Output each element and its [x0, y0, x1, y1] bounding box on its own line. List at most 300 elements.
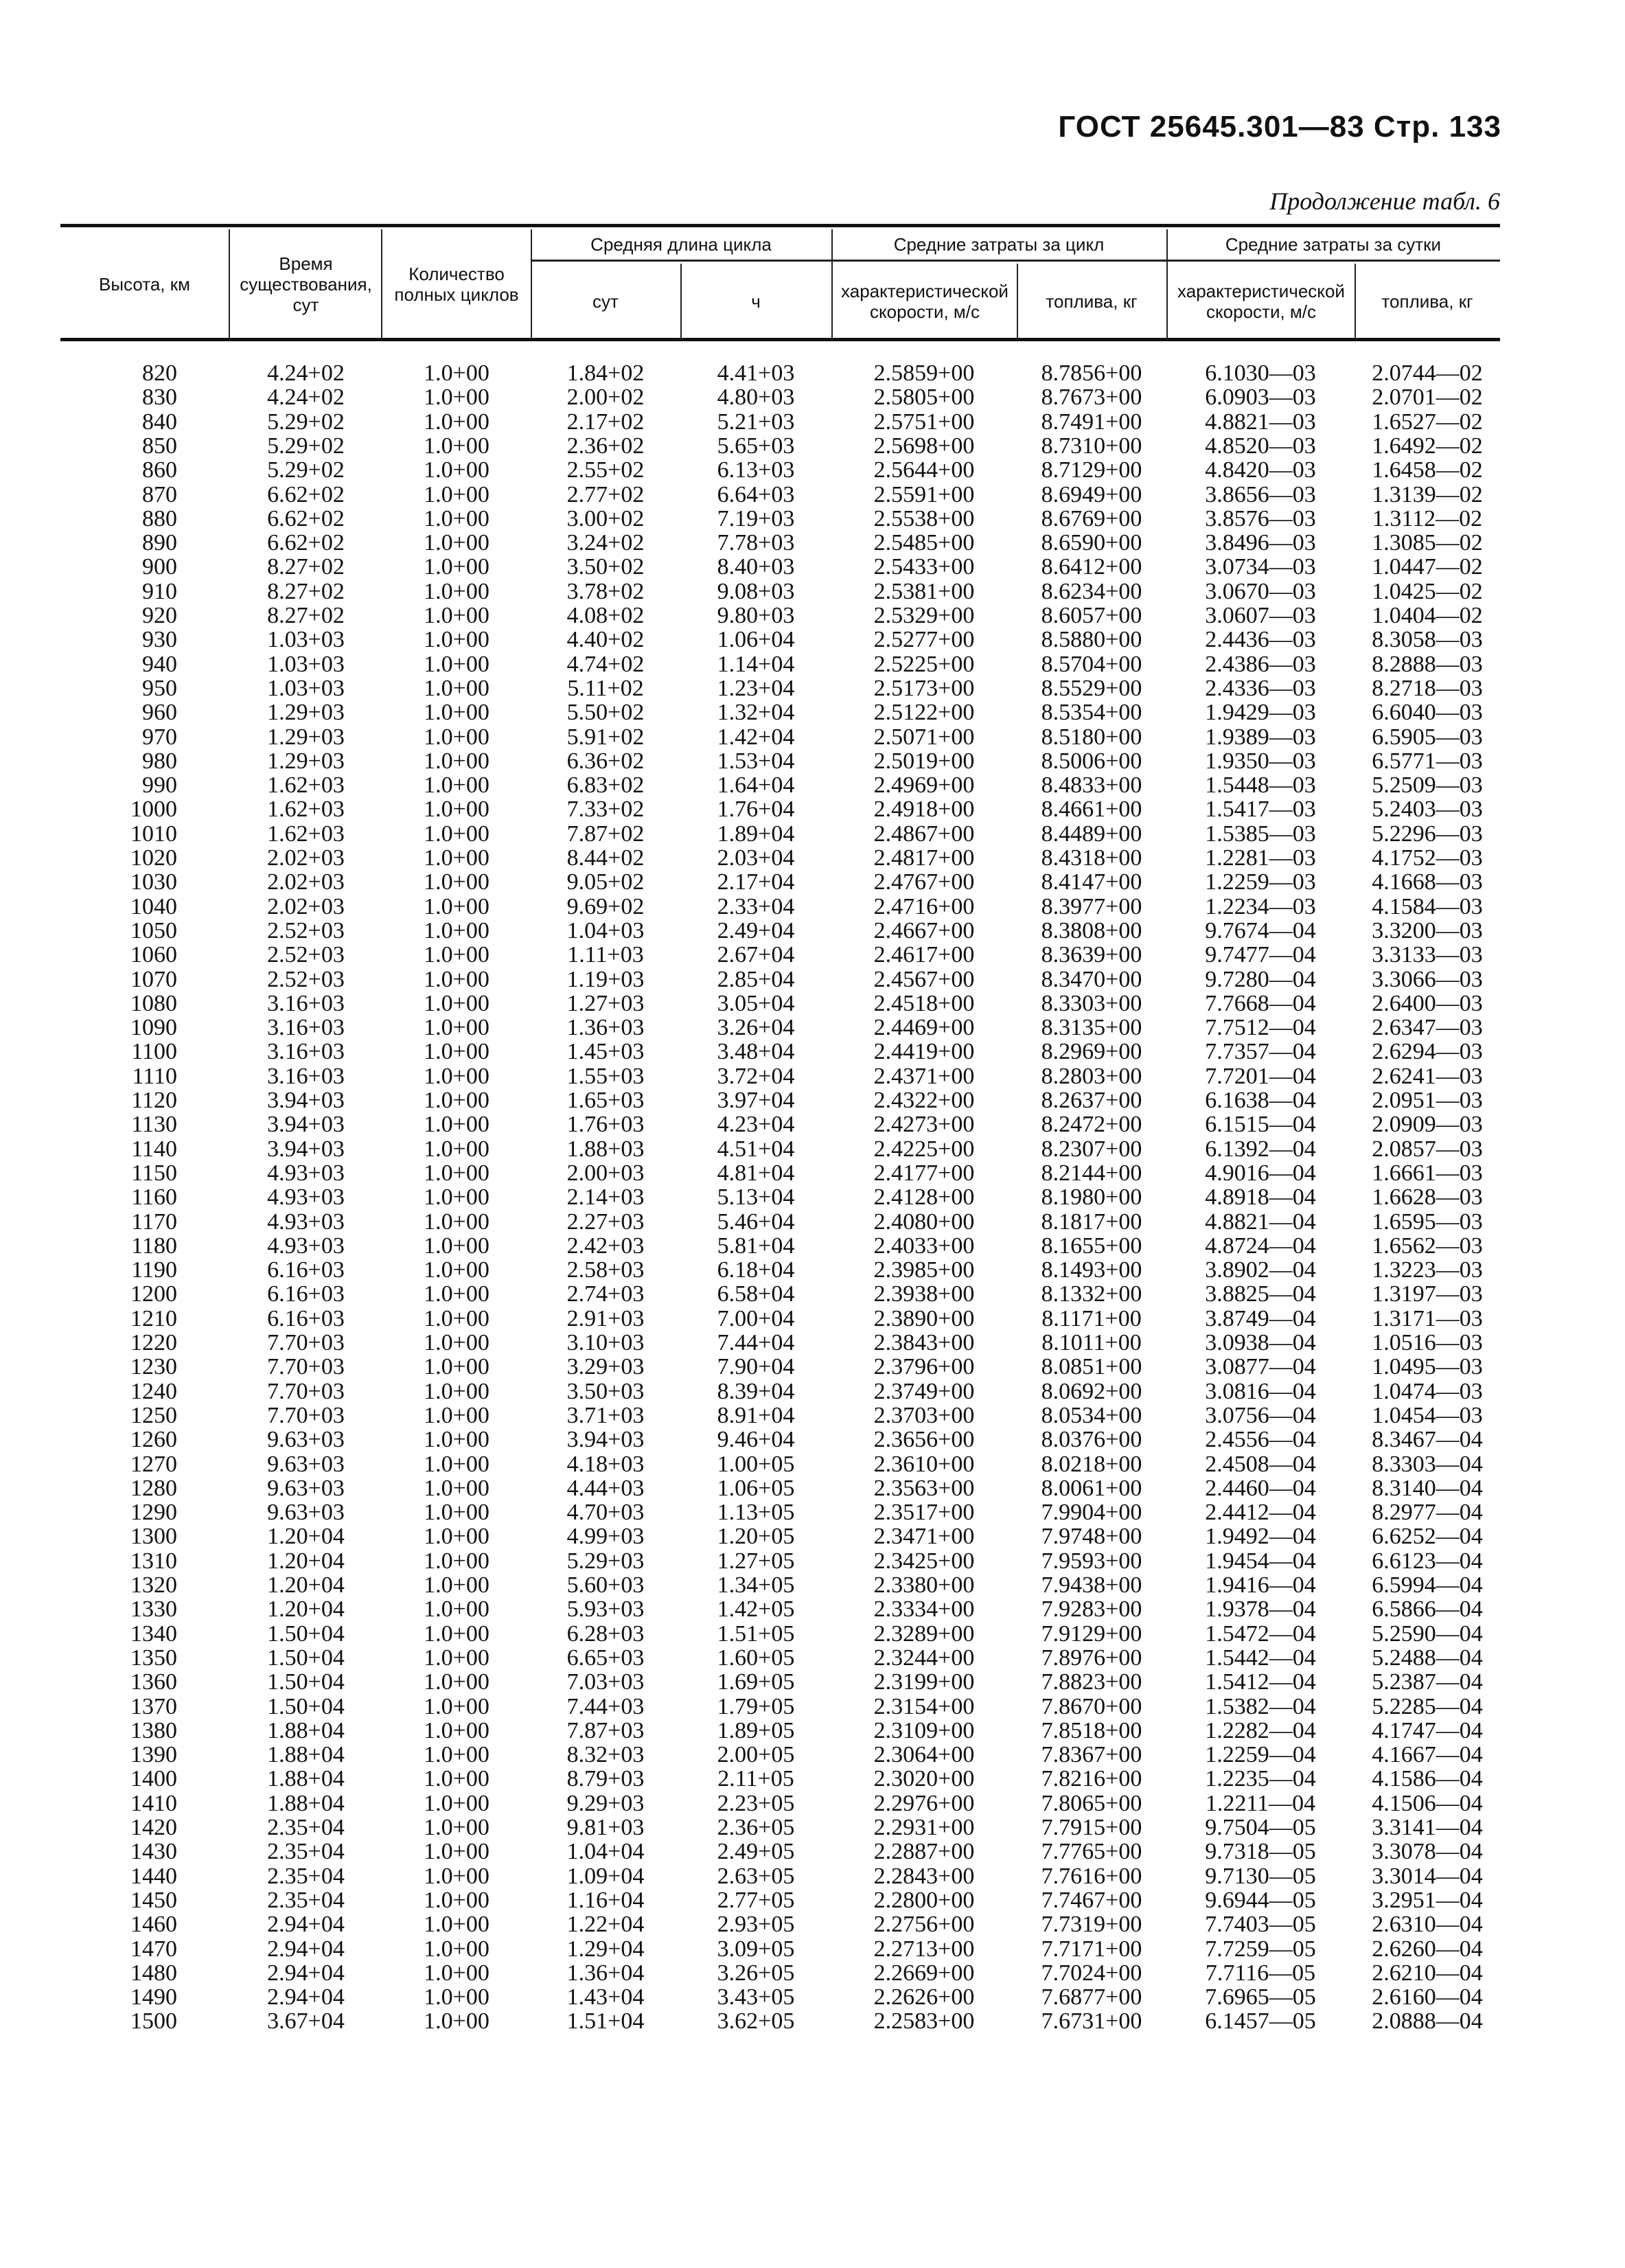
- cell-fuel-day: 8.3140—04: [1372, 1475, 1483, 1501]
- cell-fuel: 7.7765+00: [1041, 1839, 1142, 1865]
- cell-hours: 1.76+04: [717, 797, 795, 823]
- cell-char-velocity: 2.3020+00: [873, 1766, 975, 1792]
- cell-fuel: 8.2144+00: [1041, 1160, 1142, 1186]
- cell-char-velocity-day: 3.8749—04: [1205, 1305, 1316, 1331]
- cell-fuel-day: 1.0474—03: [1372, 1378, 1483, 1404]
- cell-fuel-day: 1.3223—03: [1372, 1257, 1483, 1283]
- cell-hours: 2.23+05: [717, 1790, 795, 1816]
- table-row: [60, 1016, 1500, 1040]
- cell-fuel: 7.7616+00: [1041, 1863, 1142, 1889]
- cell-height: 1370: [130, 1693, 177, 1719]
- cell-fuel-day: 2.0701—02: [1372, 385, 1483, 411]
- cell-char-velocity-day: 9.7280—04: [1205, 966, 1316, 992]
- table-row: [60, 1331, 1500, 1355]
- cell-fuel: 8.3135+00: [1041, 1015, 1142, 1041]
- table-row: [60, 1695, 1500, 1719]
- table-row: [60, 1937, 1500, 1961]
- cell-height: 920: [142, 603, 177, 628]
- cell-char-velocity-day: 1.5385—03: [1205, 821, 1316, 847]
- table-row: [60, 604, 1500, 628]
- cell-char-velocity: 2.4867+00: [873, 821, 975, 847]
- cell-char-velocity-day: 2.4436—03: [1205, 627, 1316, 653]
- header-height: Высота, км: [99, 274, 190, 295]
- cell-cycles: 1.0+00: [424, 1887, 489, 1913]
- cell-hours: 4.41+03: [717, 360, 795, 386]
- header-divider: [381, 229, 382, 339]
- cell-hours: 9.08+03: [717, 578, 795, 604]
- cell-lifetime: 2.02+03: [267, 869, 345, 895]
- cell-cycles: 1.0+00: [424, 1184, 489, 1211]
- cell-days: 6.65+03: [566, 1645, 645, 1671]
- header-bottom-rule: [60, 338, 1500, 341]
- cell-fuel: 8.3470+00: [1041, 966, 1142, 992]
- cell-hours: 4.23+04: [717, 1112, 795, 1138]
- cell-char-velocity-day: 7.6965—05: [1205, 1984, 1316, 2011]
- cell-fuel: 8.7491+00: [1041, 409, 1142, 435]
- cell-fuel: 8.7856+00: [1041, 360, 1142, 386]
- cell-hours: 5.65+03: [717, 433, 795, 459]
- cell-height: 1490: [130, 1984, 177, 2011]
- cell-char-velocity-day: 1.2234—03: [1205, 893, 1316, 919]
- cell-lifetime: 2.35+04: [267, 1863, 345, 1889]
- cell-char-velocity: 2.2669+00: [873, 1960, 975, 1986]
- cell-hours: 1.00+05: [717, 1451, 795, 1477]
- cell-fuel: 8.4661+00: [1041, 797, 1142, 823]
- cell-char-velocity-day: 7.7201—04: [1205, 1063, 1316, 1089]
- cell-cycles: 1.0+00: [424, 409, 489, 435]
- cell-fuel-day: 3.2951—04: [1372, 1887, 1483, 1913]
- cell-char-velocity-day: 7.7357—04: [1205, 1039, 1316, 1065]
- cell-height: 1450: [130, 1887, 177, 1913]
- cell-char-velocity: 2.2800+00: [873, 1887, 975, 1913]
- cell-cycles: 1.0+00: [424, 1160, 489, 1186]
- table-row: [60, 1258, 1500, 1282]
- cell-char-velocity-day: 6.1457—05: [1205, 2008, 1316, 2035]
- header-char-velocity-day: характеристической скорости, м/с: [1177, 281, 1345, 322]
- cell-fuel: 7.8367+00: [1041, 1742, 1142, 1768]
- cell-fuel-day: 2.0888—04: [1372, 2008, 1483, 2035]
- cell-fuel: 7.6877+00: [1041, 1984, 1142, 2011]
- cell-height: 930: [142, 627, 177, 653]
- cell-height: 830: [142, 385, 177, 411]
- cell-fuel: 8.6412+00: [1041, 554, 1142, 580]
- cell-cycles: 1.0+00: [424, 990, 489, 1016]
- table-row: [60, 919, 1500, 943]
- cell-height: 1300: [130, 1524, 177, 1550]
- cell-hours: 2.49+05: [717, 1839, 795, 1865]
- cell-cycles: 1.0+00: [424, 1766, 489, 1792]
- cell-fuel-day: 5.2403—03: [1372, 797, 1483, 823]
- cell-char-velocity: 2.5019+00: [873, 748, 975, 774]
- cell-cycles: 1.0+00: [424, 1596, 489, 1623]
- cell-fuel: 7.7467+00: [1041, 1887, 1142, 1913]
- table-row: [60, 967, 1500, 992]
- cell-fuel-day: 2.0744—02: [1372, 360, 1483, 386]
- table-row: [60, 1137, 1500, 1161]
- cell-fuel: 8.7310+00: [1041, 433, 1142, 459]
- cell-lifetime: 6.16+03: [267, 1257, 345, 1283]
- cell-char-velocity: 2.3064+00: [873, 1742, 975, 1768]
- cell-height: 1120: [131, 1088, 177, 1113]
- header-fuel-day: топлива, кг: [1381, 291, 1473, 312]
- cell-days: 5.29+03: [566, 1548, 645, 1574]
- cell-days: 1.55+03: [566, 1063, 645, 1089]
- cell-char-velocity: 2.5751+00: [873, 409, 975, 435]
- cell-char-velocity: 2.4469+00: [873, 1015, 975, 1041]
- cell-hours: 1.89+05: [717, 1717, 795, 1743]
- cell-fuel: 8.2969+00: [1041, 1039, 1142, 1065]
- cell-hours: 1.34+05: [717, 1572, 795, 1598]
- cell-lifetime: 2.94+04: [267, 1936, 345, 1962]
- table-row: [60, 1670, 1500, 1694]
- cell-char-velocity-day: 7.7668—04: [1205, 990, 1316, 1016]
- cell-hours: 7.44+04: [717, 1330, 795, 1355]
- cell-fuel: 8.0851+00: [1041, 1354, 1142, 1380]
- cell-days: 9.05+02: [566, 869, 645, 895]
- cell-char-velocity-day: 9.7130—05: [1205, 1863, 1316, 1889]
- cell-char-velocity: 2.5591+00: [873, 481, 975, 507]
- cell-lifetime: 2.94+04: [267, 1960, 345, 1986]
- cell-char-velocity: 2.2976+00: [873, 1790, 975, 1816]
- cell-height: 1390: [130, 1742, 177, 1768]
- table-row: [60, 1985, 1500, 2009]
- cell-char-velocity-day: 7.7116—05: [1205, 1960, 1316, 1986]
- header-fuel: топлива, кг: [1046, 291, 1138, 312]
- table-row: [60, 410, 1500, 434]
- cell-hours: 3.97+04: [717, 1088, 795, 1113]
- header-group-cost-cycle: Средние затраты за цикл: [893, 234, 1105, 255]
- cell-hours: 3.72+04: [717, 1063, 795, 1089]
- cell-days: 5.50+02: [566, 700, 645, 726]
- cell-hours: 6.64+03: [717, 481, 795, 507]
- cell-fuel-day: 1.0454—03: [1372, 1402, 1483, 1428]
- cell-fuel-day: 3.3066—03: [1372, 966, 1483, 992]
- cell-char-velocity: 2.3563+00: [873, 1475, 975, 1501]
- cell-cycles: 1.0+00: [424, 481, 489, 507]
- cell-cycles: 1.0+00: [424, 1984, 489, 2011]
- running-head: ГОСТ 25645.301—83 Стр. 133: [1058, 110, 1501, 144]
- cell-char-velocity: 2.3938+00: [873, 1281, 975, 1307]
- cell-fuel-day: 1.0425—02: [1372, 578, 1483, 604]
- cell-fuel-day: 3.3141—04: [1372, 1815, 1483, 1840]
- header-hours: ч: [751, 291, 761, 312]
- table-row: [60, 1452, 1500, 1476]
- cell-cycles: 1.0+00: [424, 1669, 489, 1695]
- cell-char-velocity: 2.4371+00: [873, 1063, 975, 1089]
- cell-days: 3.94+03: [566, 1427, 645, 1453]
- cell-fuel: 8.2803+00: [1041, 1063, 1142, 1089]
- cell-fuel: 8.0534+00: [1041, 1402, 1142, 1428]
- cell-height: 1360: [130, 1669, 177, 1695]
- cell-height: 1130: [131, 1112, 177, 1138]
- cell-fuel-day: 8.2718—03: [1372, 675, 1483, 701]
- cell-char-velocity: 2.5433+00: [873, 554, 975, 580]
- table-row: [60, 773, 1500, 797]
- cell-height: 1380: [130, 1717, 177, 1743]
- cell-fuel-day: 6.5771—03: [1372, 748, 1483, 774]
- cell-days: 1.36+04: [566, 1960, 645, 1986]
- cell-lifetime: 4.24+02: [267, 360, 345, 386]
- cell-char-velocity: 2.2583+00: [873, 2008, 975, 2035]
- table-row: [60, 725, 1500, 749]
- cell-fuel: 8.3303+00: [1041, 990, 1142, 1016]
- cell-height: 880: [142, 505, 177, 531]
- cell-char-velocity-day: 6.1030—03: [1205, 360, 1316, 386]
- table-row: [60, 555, 1500, 579]
- cell-days: 7.87+03: [566, 1717, 645, 1743]
- cell-days: 2.36+02: [566, 433, 645, 459]
- cell-char-velocity: 2.4273+00: [873, 1112, 975, 1138]
- cell-hours: 1.06+04: [717, 627, 795, 653]
- cell-fuel: 8.0218+00: [1041, 1451, 1142, 1477]
- cell-height: 1100: [131, 1039, 177, 1065]
- cell-fuel-day: 4.1747—04: [1372, 1717, 1483, 1743]
- table-row: [60, 1210, 1500, 1234]
- cell-days: 6.36+02: [566, 748, 645, 774]
- table-row: [60, 1234, 1500, 1258]
- table-row: [60, 992, 1500, 1016]
- cell-fuel-day: 2.6400—03: [1372, 990, 1483, 1016]
- cell-fuel-day: 6.6040—03: [1372, 700, 1483, 726]
- cell-days: 3.71+03: [566, 1402, 645, 1428]
- table-row: [60, 1476, 1500, 1500]
- cell-char-velocity-day: 4.8420—03: [1205, 457, 1316, 483]
- cell-fuel-day: 6.6123—04: [1372, 1548, 1483, 1574]
- cell-height: 1420: [130, 1815, 177, 1840]
- cell-height: 1050: [130, 917, 177, 943]
- cell-char-velocity: 2.5122+00: [873, 700, 975, 726]
- cell-cycles: 1.0+00: [424, 651, 489, 677]
- cell-days: 4.18+03: [566, 1451, 645, 1477]
- cell-lifetime: 2.35+04: [267, 1815, 345, 1840]
- cell-char-velocity-day: 1.9350—03: [1205, 748, 1316, 774]
- cell-fuel: 8.1011+00: [1041, 1330, 1142, 1355]
- cell-fuel-day: 1.6527—02: [1372, 409, 1483, 435]
- cell-char-velocity-day: 9.7318—05: [1205, 1839, 1316, 1865]
- cell-char-velocity: 2.5538+00: [873, 505, 975, 531]
- cell-lifetime: 7.70+03: [267, 1330, 345, 1355]
- cell-height: 1090: [130, 1015, 177, 1041]
- cell-hours: 1.13+05: [717, 1500, 795, 1526]
- cell-char-velocity-day: 7.7403—05: [1205, 1912, 1316, 1938]
- cell-lifetime: 1.29+03: [267, 700, 345, 726]
- cell-cycles: 1.0+00: [424, 797, 489, 823]
- cell-height: 910: [142, 578, 177, 604]
- cell-fuel-day: 1.3139—02: [1372, 481, 1483, 507]
- cell-char-velocity-day: 3.8825—04: [1205, 1281, 1316, 1307]
- cell-days: 3.29+03: [566, 1354, 645, 1380]
- cell-hours: 4.51+04: [717, 1136, 795, 1162]
- cell-days: 2.00+02: [566, 385, 645, 411]
- cell-height: 1010: [130, 821, 177, 847]
- cell-cycles: 1.0+00: [424, 1305, 489, 1331]
- cell-hours: 5.81+04: [717, 1233, 795, 1259]
- cell-hours: 8.40+03: [717, 554, 795, 580]
- cell-fuel: 8.2307+00: [1041, 1136, 1142, 1162]
- cell-hours: 2.03+04: [717, 845, 795, 871]
- table-row: [60, 652, 1500, 676]
- table-row: [60, 2009, 1500, 2033]
- cell-cycles: 1.0+00: [424, 1233, 489, 1259]
- cell-cycles: 1.0+00: [424, 530, 489, 556]
- cell-fuel-day: 1.3112—02: [1372, 505, 1483, 531]
- cell-fuel: 8.7673+00: [1041, 385, 1142, 411]
- table-row: [60, 1791, 1500, 1815]
- cell-days: 1.45+03: [566, 1039, 645, 1065]
- cell-fuel-day: 1.6492—02: [1372, 433, 1483, 459]
- table-row: [60, 361, 1500, 385]
- cell-days: 8.32+03: [566, 1742, 645, 1768]
- cell-lifetime: 1.20+04: [267, 1572, 345, 1598]
- cell-char-velocity-day: 6.1392—04: [1205, 1136, 1316, 1162]
- cell-hours: 2.11+05: [717, 1766, 794, 1792]
- cell-fuel: 8.0692+00: [1041, 1378, 1142, 1404]
- cell-days: 5.91+02: [566, 724, 645, 750]
- cell-fuel-day: 2.6260—04: [1372, 1936, 1483, 1962]
- cell-fuel: 8.5704+00: [1041, 651, 1142, 677]
- cell-lifetime: 5.29+02: [267, 433, 345, 459]
- cell-days: 9.81+03: [566, 1815, 645, 1840]
- cell-cycles: 1.0+00: [424, 772, 489, 799]
- cell-days: 3.24+02: [566, 530, 645, 556]
- cell-fuel-day: 3.3078—04: [1372, 1839, 1483, 1865]
- cell-hours: 1.42+04: [717, 724, 795, 750]
- header-lifetime: Время существования, сут: [240, 253, 372, 315]
- cell-char-velocity: 2.5698+00: [873, 433, 975, 459]
- cell-days: 6.28+03: [566, 1620, 645, 1647]
- cell-hours: 6.18+04: [717, 1257, 795, 1283]
- cell-cycles: 1.0+00: [424, 845, 489, 871]
- table-row: [60, 507, 1500, 531]
- cell-cycles: 1.0+00: [424, 966, 489, 992]
- cell-fuel: 7.8823+00: [1041, 1669, 1142, 1695]
- cell-cycles: 1.0+00: [424, 457, 489, 483]
- cell-fuel: 8.0376+00: [1041, 1427, 1142, 1453]
- cell-lifetime: 1.50+04: [267, 1669, 345, 1695]
- cell-height: 990: [142, 772, 177, 799]
- cell-char-velocity: 2.3199+00: [873, 1669, 975, 1695]
- cell-height: 1250: [130, 1402, 177, 1428]
- cell-fuel-day: 8.2888—03: [1372, 651, 1483, 677]
- cell-hours: 8.91+04: [717, 1402, 795, 1428]
- cell-char-velocity-day: 3.0670—03: [1205, 578, 1316, 604]
- cell-lifetime: 2.35+04: [267, 1887, 345, 1913]
- cell-char-velocity-day: 1.5382—04: [1205, 1693, 1316, 1719]
- cell-height: 1150: [131, 1160, 177, 1186]
- cell-char-velocity-day: 7.7259—05: [1205, 1936, 1316, 1962]
- table-row: [60, 1404, 1500, 1428]
- cell-height: 1310: [130, 1548, 177, 1574]
- cell-hours: 5.13+04: [717, 1184, 795, 1211]
- cell-lifetime: 2.94+04: [267, 1984, 345, 2011]
- cell-cycles: 1.0+00: [424, 1863, 489, 1889]
- cell-lifetime: 4.24+02: [267, 385, 345, 411]
- cell-days: 3.10+03: [566, 1330, 645, 1355]
- cell-days: 5.93+03: [566, 1596, 645, 1623]
- cell-lifetime: 1.29+03: [267, 724, 345, 750]
- table-top-rule: [60, 224, 1500, 227]
- cell-char-velocity-day: 1.2281—03: [1205, 845, 1316, 871]
- cell-days: 2.42+03: [566, 1233, 645, 1259]
- cell-lifetime: 1.03+03: [267, 675, 345, 701]
- cell-char-velocity: 2.3380+00: [873, 1572, 975, 1598]
- cell-lifetime: 1.03+03: [267, 651, 345, 677]
- cell-height: 1200: [130, 1281, 177, 1307]
- cell-lifetime: 2.02+03: [267, 893, 345, 919]
- cell-height: 1210: [130, 1305, 177, 1331]
- cell-cycles: 1.0+00: [424, 1112, 489, 1138]
- cell-days: 2.00+03: [566, 1160, 645, 1186]
- cell-char-velocity: 2.3890+00: [873, 1305, 975, 1331]
- cell-hours: 1.69+05: [717, 1669, 795, 1695]
- cell-hours: 7.78+03: [717, 530, 795, 556]
- cell-days: 6.83+02: [566, 772, 645, 799]
- cell-char-velocity: 2.5805+00: [873, 385, 975, 411]
- cell-fuel-day: 1.3197—03: [1372, 1281, 1483, 1307]
- cell-char-velocity-day: 2.4460—04: [1205, 1475, 1316, 1501]
- table-row: [60, 1646, 1500, 1670]
- cell-hours: 7.90+04: [717, 1354, 795, 1380]
- cell-cycles: 1.0+00: [424, 2008, 489, 2035]
- table-row: [60, 1864, 1500, 1888]
- cell-char-velocity-day: 6.1638—04: [1205, 1088, 1316, 1113]
- cell-hours: 3.26+05: [717, 1960, 795, 1986]
- cell-fuel: 7.8065+00: [1041, 1790, 1142, 1816]
- cell-char-velocity-day: 2.4386—03: [1205, 651, 1316, 677]
- cell-lifetime: 1.62+03: [267, 821, 345, 847]
- cell-char-velocity: 2.4969+00: [873, 772, 975, 799]
- table-row: [60, 1961, 1500, 1985]
- cell-char-velocity: 2.4767+00: [873, 869, 975, 895]
- cell-cycles: 1.0+00: [424, 1475, 489, 1501]
- cell-days: 1.36+03: [566, 1015, 645, 1041]
- cell-hours: 1.60+05: [717, 1645, 795, 1671]
- cell-char-velocity-day: 7.7512—04: [1205, 1015, 1316, 1041]
- cell-fuel-day: 5.2387—04: [1372, 1669, 1483, 1695]
- header-divider: [229, 229, 230, 339]
- cell-cycles: 1.0+00: [424, 554, 489, 580]
- cell-char-velocity: 2.2713+00: [873, 1936, 975, 1962]
- cell-height: 890: [142, 530, 177, 556]
- cell-fuel-day: 2.6310—04: [1372, 1912, 1483, 1938]
- cell-lifetime: 2.94+04: [267, 1912, 345, 1938]
- cell-height: 1480: [130, 1960, 177, 1986]
- cell-height: 820: [142, 360, 177, 386]
- cell-char-velocity: 2.4322+00: [873, 1088, 975, 1113]
- cell-lifetime: 1.29+03: [267, 748, 345, 774]
- cell-char-velocity-day: 6.1515—04: [1205, 1112, 1316, 1138]
- cell-char-velocity: 2.2756+00: [873, 1912, 975, 1938]
- cell-days: 1.43+04: [566, 1984, 645, 2011]
- cell-char-velocity: 2.5071+00: [873, 724, 975, 750]
- cell-cycles: 1.0+00: [424, 1620, 489, 1647]
- cell-cycles: 1.0+00: [424, 700, 489, 726]
- cell-hours: 1.06+05: [717, 1475, 795, 1501]
- cell-days: 7.44+03: [566, 1693, 645, 1719]
- cell-hours: 7.00+04: [717, 1305, 795, 1331]
- cell-char-velocity-day: 1.2259—03: [1205, 869, 1316, 895]
- cell-fuel-day: 1.0404—02: [1372, 603, 1483, 628]
- cell-char-velocity: 2.3517+00: [873, 1500, 975, 1526]
- cell-days: 1.29+04: [566, 1936, 645, 1962]
- cell-hours: 9.46+04: [717, 1427, 795, 1453]
- cell-cycles: 1.0+00: [424, 1427, 489, 1453]
- cell-cycles: 1.0+00: [424, 1281, 489, 1307]
- cell-fuel: 8.6949+00: [1041, 481, 1142, 507]
- table-row: [60, 1597, 1500, 1621]
- cell-char-velocity: 2.3749+00: [873, 1378, 975, 1404]
- cell-lifetime: 4.93+03: [267, 1233, 345, 1259]
